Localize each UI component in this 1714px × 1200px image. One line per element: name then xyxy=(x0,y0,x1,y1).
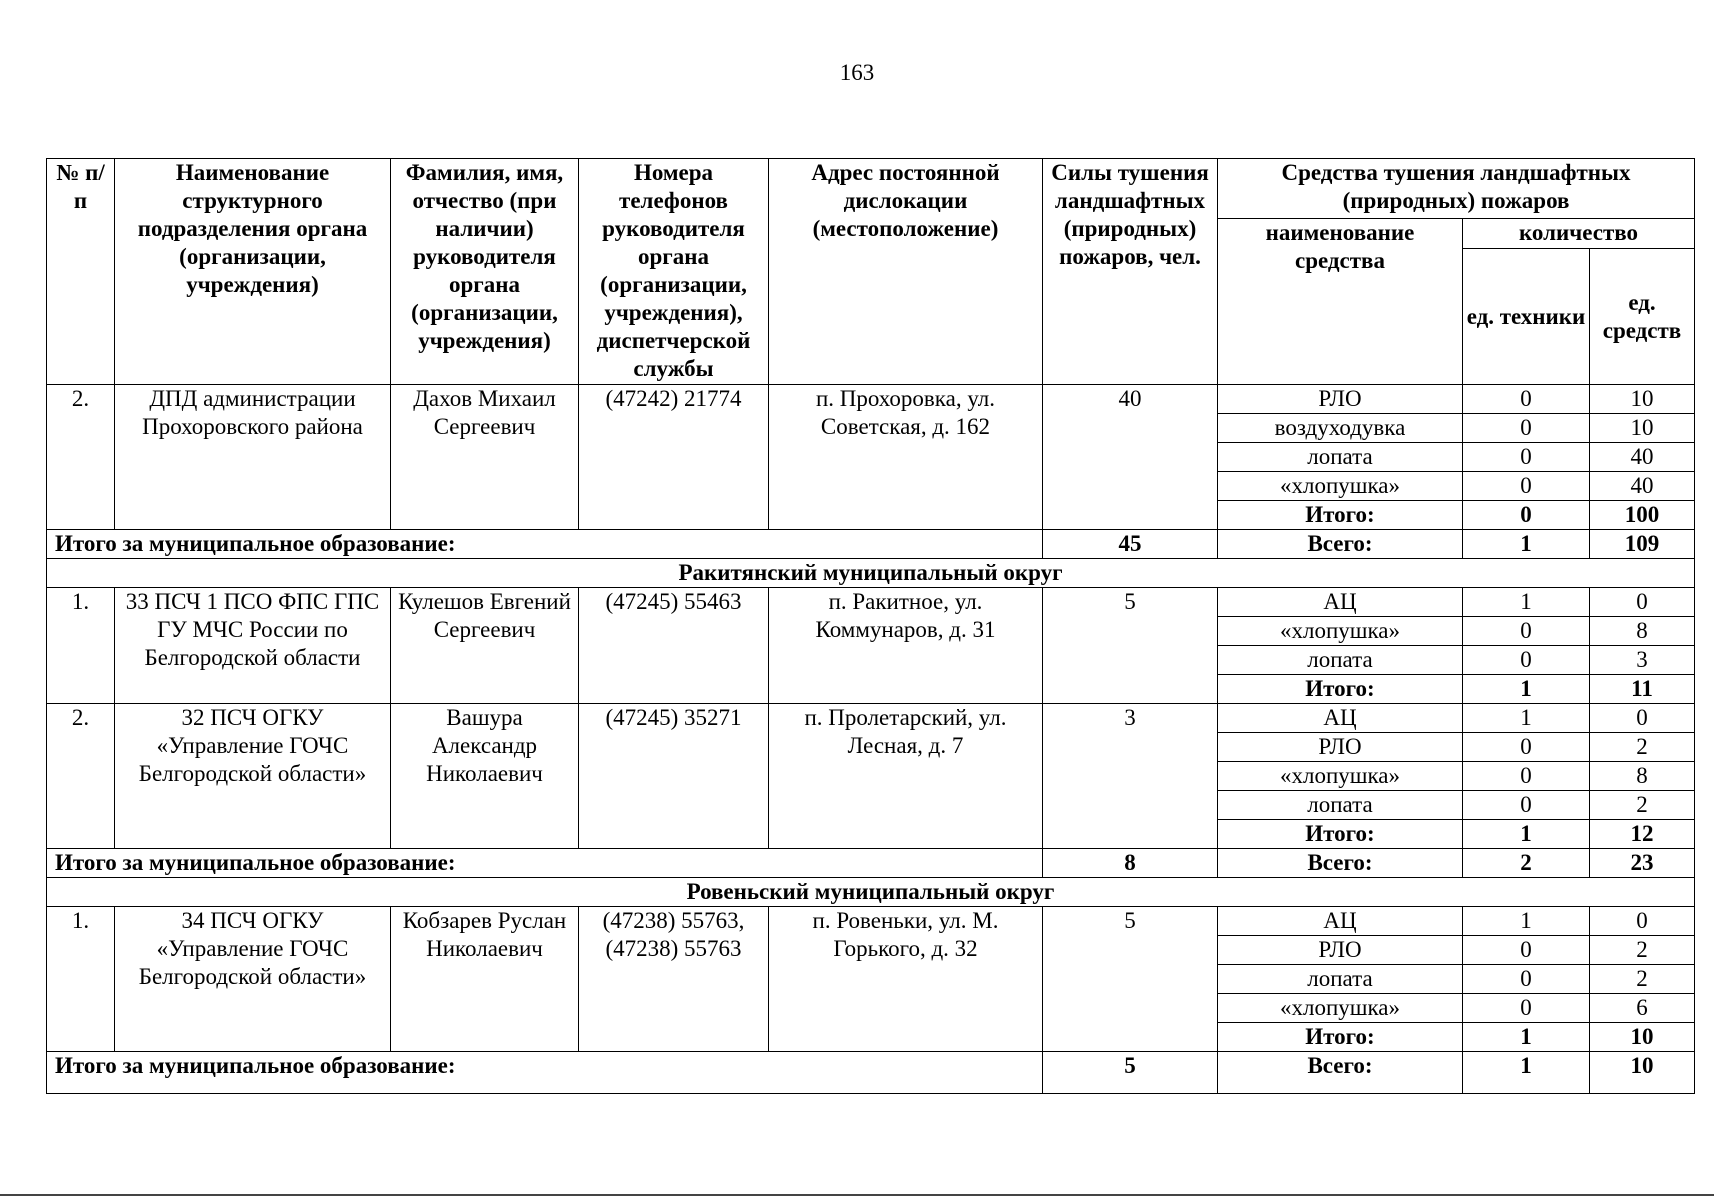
header-unit: Наименование структурного подразделения органа (организации, учреждения) xyxy=(115,159,391,385)
cell-phones: (47245) 35271 xyxy=(579,704,769,849)
summary-means: 109 xyxy=(1590,530,1695,559)
cell-units-means: 0 xyxy=(1590,907,1695,936)
cell-units-means: 8 xyxy=(1590,617,1695,646)
summary-all-label: Всего: xyxy=(1218,1052,1463,1094)
cell-units-tech: 0 xyxy=(1463,472,1590,501)
cell-units-tech: 1 xyxy=(1463,704,1590,733)
cell-forces: 5 xyxy=(1043,907,1218,1052)
cell-units-tech: 0 xyxy=(1463,965,1590,994)
header-forces: Силы тушения ландшафтных (природных) пожаров, чел. xyxy=(1043,159,1218,385)
cell-num: 1. xyxy=(47,588,115,704)
table-header xyxy=(47,159,1695,385)
summary-row xyxy=(47,1052,1695,1094)
cell-means-name: РЛО xyxy=(1218,733,1463,762)
summary-forces: 45 xyxy=(1043,530,1218,559)
cell-num: 2. xyxy=(47,704,115,849)
cell-means-name: РЛО xyxy=(1218,385,1463,414)
cell-units-tech: 0 xyxy=(1463,617,1590,646)
summary-label: Итого за муниципальное образование: xyxy=(47,1052,1043,1094)
cell-units-means: 2 xyxy=(1590,791,1695,820)
cell-units-tech: 0 xyxy=(1463,385,1590,414)
summary-label: Итого за муниципальное образование: xyxy=(47,849,1043,878)
cell-units-means: 3 xyxy=(1590,646,1695,675)
summary-row xyxy=(47,849,1695,878)
section-title: Ровеньский муниципальный округ xyxy=(47,878,1695,907)
cell-units-tech: 0 xyxy=(1463,414,1590,443)
cell-head: Кобзарев Руслан Николаевич xyxy=(391,907,579,1052)
cell-units-means: 8 xyxy=(1590,762,1695,791)
total-means: 11 xyxy=(1590,675,1695,704)
summary-all-label: Всего: xyxy=(1218,849,1463,878)
cell-address: п. Ровеньки, ул. М. Горького, д. 32 xyxy=(769,907,1043,1052)
cell-head: Дахов Михаил Сергеевич xyxy=(391,385,579,530)
cell-means-name: АЦ xyxy=(1218,588,1463,617)
cell-unit: 34 ПСЧ ОГКУ «Управление ГОЧС Белгородской области» xyxy=(115,907,391,1052)
cell-units-tech: 0 xyxy=(1463,791,1590,820)
cell-units-tech: 0 xyxy=(1463,994,1590,1023)
total-means: 12 xyxy=(1590,820,1695,849)
section-row xyxy=(47,559,1695,588)
cell-units-means: 10 xyxy=(1590,414,1695,443)
cell-head: Вашура Александр Николаевич xyxy=(391,704,579,849)
cell-means-name: АЦ xyxy=(1218,704,1463,733)
total-label: Итого: xyxy=(1218,501,1463,530)
cell-means-name: «хлопушка» xyxy=(1218,617,1463,646)
cell-means-name: лопата xyxy=(1218,791,1463,820)
total-label: Итого: xyxy=(1218,675,1463,704)
bottom-rule xyxy=(0,1194,1714,1196)
fire-resources-table xyxy=(46,158,1695,1094)
summary-tech: 1 xyxy=(1463,530,1590,559)
total-label: Итого: xyxy=(1218,820,1463,849)
fire-resources-table-wrap xyxy=(46,158,1694,1094)
cell-units-tech: 0 xyxy=(1463,936,1590,965)
summary-forces: 8 xyxy=(1043,849,1218,878)
cell-means-name: воздуходувка xyxy=(1218,414,1463,443)
total-tech: 1 xyxy=(1463,820,1590,849)
cell-units-means: 2 xyxy=(1590,733,1695,762)
table-body xyxy=(47,385,1695,1094)
cell-units-tech: 1 xyxy=(1463,907,1590,936)
cell-means-name: лопата xyxy=(1218,965,1463,994)
cell-forces: 40 xyxy=(1043,385,1218,530)
cell-address: п. Прохоровка, ул. Советская, д. 162 xyxy=(769,385,1043,530)
total-means: 10 xyxy=(1590,1023,1695,1052)
cell-means-name: лопата xyxy=(1218,646,1463,675)
header-units-tech: ед. техники xyxy=(1463,249,1590,385)
section-title: Ракитянский муниципальный округ xyxy=(47,559,1695,588)
cell-unit: 33 ПСЧ 1 ПСО ФПС ГПС ГУ МЧС России по Белгородской области xyxy=(115,588,391,704)
cell-units-means: 6 xyxy=(1590,994,1695,1023)
header-means-name: наименование средства xyxy=(1218,219,1463,385)
cell-means-name: «хлопушка» xyxy=(1218,994,1463,1023)
cell-units-tech: 0 xyxy=(1463,443,1590,472)
header-quantity: количество xyxy=(1463,219,1695,249)
cell-units-means: 0 xyxy=(1590,588,1695,617)
total-label: Итого: xyxy=(1218,1023,1463,1052)
table-row xyxy=(47,385,1695,414)
cell-units-means: 2 xyxy=(1590,936,1695,965)
cell-unit: ДПД администрации Прохоровского района xyxy=(115,385,391,530)
cell-units-tech: 0 xyxy=(1463,646,1590,675)
summary-tech: 1 xyxy=(1463,1052,1590,1094)
summary-all-label: Всего: xyxy=(1218,530,1463,559)
summary-forces: 5 xyxy=(1043,1052,1218,1094)
cell-units-means: 0 xyxy=(1590,704,1695,733)
cell-num: 2. xyxy=(47,385,115,530)
cell-unit: 32 ПСЧ ОГКУ «Управление ГОЧС Белгородской области» xyxy=(115,704,391,849)
cell-address: п. Пролетарский, ул. Лесная, д. 7 xyxy=(769,704,1043,849)
cell-units-means: 2 xyxy=(1590,965,1695,994)
cell-means-name: «хлопушка» xyxy=(1218,472,1463,501)
total-tech: 1 xyxy=(1463,675,1590,704)
cell-units-means: 10 xyxy=(1590,385,1695,414)
cell-phones: (47238) 55763, (47238) 55763 xyxy=(579,907,769,1052)
summary-tech: 2 xyxy=(1463,849,1590,878)
cell-units-means: 40 xyxy=(1590,443,1695,472)
cell-forces: 5 xyxy=(1043,588,1218,704)
table-row xyxy=(47,907,1695,936)
page-number: 163 xyxy=(839,60,875,85)
summary-means: 10 xyxy=(1590,1052,1695,1094)
cell-means-name: «хлопушка» xyxy=(1218,762,1463,791)
cell-units-means: 40 xyxy=(1590,472,1695,501)
cell-forces: 3 xyxy=(1043,704,1218,849)
cell-phones: (47245) 55463 xyxy=(579,588,769,704)
cell-units-tech: 1 xyxy=(1463,588,1590,617)
total-means: 100 xyxy=(1590,501,1695,530)
header-num: № п/п xyxy=(47,159,115,385)
total-tech: 1 xyxy=(1463,1023,1590,1052)
header-head: Фамилия, имя, отчество (при наличии) руководителя органа (организации, учреждения) xyxy=(391,159,579,385)
header-phones: Номера телефонов руководителя органа (организации, учреждения), диспетчерской службы xyxy=(579,159,769,385)
cell-units-tech: 0 xyxy=(1463,733,1590,762)
cell-means-name: лопата xyxy=(1218,443,1463,472)
cell-head: Кулешов Евгений Сергеевич xyxy=(391,588,579,704)
summary-row xyxy=(47,530,1695,559)
total-tech: 0 xyxy=(1463,501,1590,530)
cell-means-name: РЛО xyxy=(1218,936,1463,965)
table-row xyxy=(47,704,1695,733)
table-row xyxy=(47,588,1695,617)
header-means: Средства тушения ландшафтных (природных) пожаров xyxy=(1218,159,1695,219)
cell-means-name: АЦ xyxy=(1218,907,1463,936)
cell-units-tech: 0 xyxy=(1463,762,1590,791)
header-address: Адрес постоянной дислокации (местоположение) xyxy=(769,159,1043,385)
summary-means: 23 xyxy=(1590,849,1695,878)
cell-address: п. Ракитное, ул. Коммунаров, д. 31 xyxy=(769,588,1043,704)
section-row xyxy=(47,878,1695,907)
cell-phones: (47242) 21774 xyxy=(579,385,769,530)
header-units-means: ед. средств xyxy=(1590,249,1695,385)
summary-label: Итого за муниципальное образование: xyxy=(47,530,1043,559)
cell-num: 1. xyxy=(47,907,115,1052)
